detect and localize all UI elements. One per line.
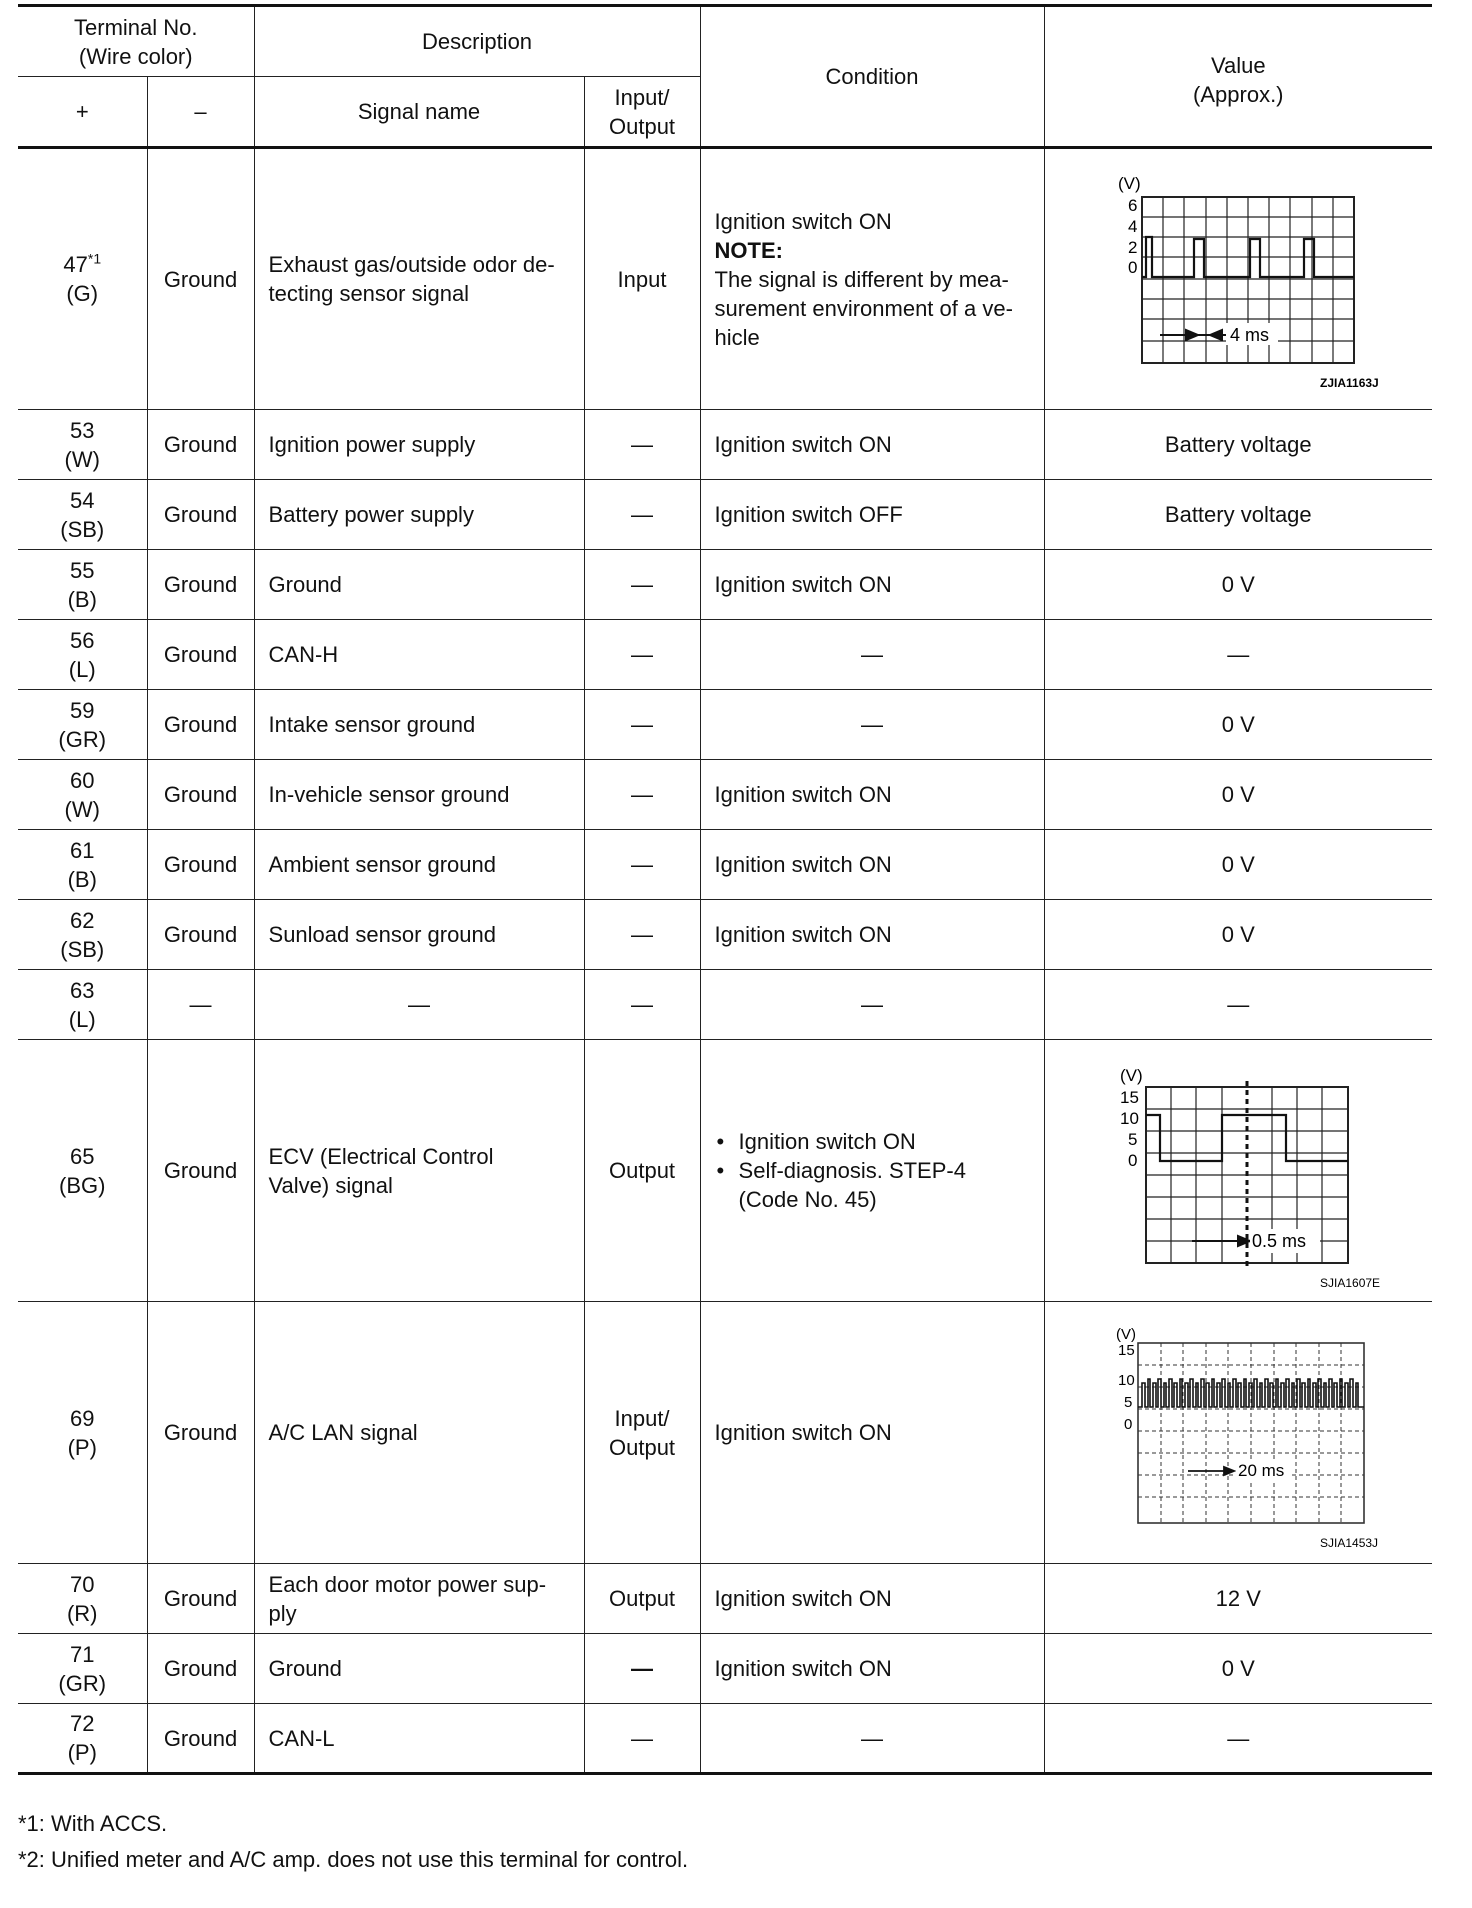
wire-color: (P): [67, 1434, 97, 1460]
wire-color: (GR): [58, 1670, 107, 1696]
signal-name: CAN-H: [254, 620, 584, 690]
wire-color: (B): [67, 586, 97, 612]
condition: Ignition switch ON: [700, 760, 1044, 830]
value: 0 V: [1044, 900, 1432, 970]
value-waveform-cell: [1044, 1302, 1432, 1564]
terminal-cell: [18, 1634, 147, 1704]
signal-name-line: Valve) signal: [268, 1172, 393, 1198]
minus-terminal: Ground: [147, 1704, 254, 1774]
wire-color: (W): [64, 446, 100, 472]
terminal-cell: [18, 760, 147, 830]
header-condition: Condition: [700, 6, 1044, 148]
condition-line: surement environment of a ve-: [714, 295, 1013, 321]
header-description: Description: [254, 6, 700, 77]
waveform-tick: 0: [1128, 258, 1138, 277]
condition-list: [715, 1127, 1030, 1185]
wire-color: (L): [68, 1006, 96, 1032]
minus-terminal: Ground: [147, 900, 254, 970]
minus-terminal: Ground: [147, 690, 254, 760]
signal-name: Sunload sensor ground: [254, 900, 584, 970]
terminal-cell: [18, 550, 147, 620]
table-row-71: [18, 1634, 1432, 1704]
footnote-2: *2: Unified meter and A/C amp. does not use this terminal for control.: [18, 1847, 689, 1872]
table-row-59: [18, 690, 1432, 760]
signal-name: —: [254, 970, 584, 1040]
terminal-number: 47: [63, 252, 88, 277]
table-row-70: [18, 1564, 1432, 1634]
header-terminal-no-label: Terminal No.: [74, 14, 198, 40]
waveform-tick: 15: [1118, 1341, 1135, 1359]
table-row-63: [18, 970, 1432, 1040]
terminal-table: [18, 4, 1432, 1775]
condition-line: Ignition switch ON: [714, 208, 892, 234]
terminal-number: 56: [70, 627, 95, 653]
minus-terminal: Ground: [147, 760, 254, 830]
terminal-number: 60: [70, 767, 95, 793]
input-output: —: [584, 620, 700, 690]
value: Battery voltage: [1044, 480, 1432, 550]
wire-color: (W): [64, 796, 100, 822]
terminal-number: 55: [70, 557, 95, 583]
table-row-62: [18, 900, 1432, 970]
signal-name-line: tecting sensor signal: [268, 281, 470, 306]
table-row-53: [18, 410, 1432, 480]
waveform-time-label: 4 ms: [1230, 325, 1270, 345]
minus-terminal: —: [147, 970, 254, 1040]
terminal-cell: [18, 690, 147, 760]
waveform-unit: (V): [1116, 1325, 1137, 1343]
signal-name-line: ECV (Electrical Control: [268, 1143, 494, 1169]
condition: —: [700, 1704, 1044, 1774]
signal-name: Ambient sensor ground: [254, 830, 584, 900]
input-output: —: [584, 410, 700, 480]
header-approx-label: (Approx.): [1193, 82, 1284, 107]
minus-terminal: Ground: [147, 1634, 254, 1704]
terminal-cell: [18, 148, 147, 410]
terminal-number: 53: [70, 417, 95, 443]
io-line: Output: [609, 1434, 676, 1460]
value: 0 V: [1044, 830, 1432, 900]
minus-terminal: Ground: [147, 620, 254, 690]
header-wire-color-label: (Wire color): [78, 43, 193, 69]
signal-name: Ignition power supply: [254, 410, 584, 480]
waveform-tick: 6: [1128, 196, 1138, 215]
signal-name-line: Each door motor power sup-: [268, 1571, 547, 1597]
waveform-tick: 0: [1128, 1150, 1138, 1170]
condition: —: [700, 620, 1044, 690]
minus-terminal: Ground: [147, 1302, 254, 1564]
terminal-number: 54: [70, 487, 95, 513]
terminal-cell: [18, 620, 147, 690]
input-output: —: [584, 1634, 700, 1704]
waveform-zjia1163j: [1058, 159, 1418, 399]
terminal-cell: [18, 1040, 147, 1302]
table-row-56: [18, 620, 1432, 690]
condition: Ignition switch ON: [700, 1302, 1044, 1564]
waveform-tick: 10: [1118, 1371, 1135, 1389]
condition: Ignition switch ON: [700, 1634, 1044, 1704]
terminal-number: 62: [70, 907, 95, 933]
wire-color: (BG): [59, 1172, 106, 1198]
minus-terminal: Ground: [147, 148, 254, 410]
terminal-number: 61: [70, 837, 95, 863]
signal-name: CAN-L: [254, 1704, 584, 1774]
condition-line: (Code No. 45): [738, 1187, 877, 1212]
table-row-47: [18, 148, 1432, 410]
input-output: Output: [584, 1564, 700, 1634]
header-input-output: [584, 77, 700, 148]
signal-name: Ground: [254, 550, 584, 620]
waveform-code: SJIA1607E: [1320, 1275, 1381, 1290]
input-output: —: [584, 690, 700, 760]
minus-terminal: Ground: [147, 410, 254, 480]
value: 0 V: [1044, 760, 1432, 830]
terminal-table-container: [18, 4, 1432, 1775]
input-output: —: [584, 970, 700, 1040]
signal-name: [254, 1040, 584, 1302]
signal-name: Ground: [254, 1634, 584, 1704]
input-output: —: [584, 550, 700, 620]
footnotes: [18, 1806, 688, 1878]
input-output: [584, 1302, 700, 1564]
table-row-54: [18, 480, 1432, 550]
signal-name-line: Exhaust gas/outside odor de-: [268, 252, 555, 277]
condition: Ignition switch ON: [700, 830, 1044, 900]
waveform-code: SJIA1453J: [1320, 1535, 1379, 1550]
condition: Ignition switch ON: [700, 1564, 1044, 1634]
waveform-tick: 4: [1128, 217, 1138, 236]
table-row-69: [18, 1302, 1432, 1564]
value: 0 V: [1044, 550, 1432, 620]
terminal-cell: [18, 1564, 147, 1634]
header-value: [1044, 6, 1432, 148]
minus-terminal: Ground: [147, 1040, 254, 1302]
terminal-number: 65: [70, 1143, 95, 1169]
wire-color: (GR): [58, 726, 107, 752]
waveform-time-label: 20 ms: [1238, 1460, 1285, 1480]
value: 0 V: [1044, 690, 1432, 760]
minus-terminal: Ground: [147, 550, 254, 620]
input-output: Output: [584, 1040, 700, 1302]
header-value-label: Value: [1210, 53, 1266, 78]
waveform-tick: 0: [1124, 1415, 1133, 1433]
value: —: [1044, 970, 1432, 1040]
value: 12 V: [1044, 1564, 1432, 1634]
terminal-cell: [18, 480, 147, 550]
terminal-number: 69: [70, 1405, 95, 1431]
header-minus: –: [147, 77, 254, 148]
minus-terminal: Ground: [147, 480, 254, 550]
input-output: —: [584, 830, 700, 900]
signal-name-line: ply: [268, 1600, 297, 1626]
signal-name: [254, 1564, 584, 1634]
signal-name: A/C LAN signal: [254, 1302, 584, 1564]
value: Battery voltage: [1044, 410, 1432, 480]
terminal-number: 70: [70, 1571, 95, 1597]
minus-terminal: Ground: [147, 1564, 254, 1634]
value: —: [1044, 620, 1432, 690]
waveform-tick: 15: [1120, 1087, 1140, 1107]
terminal-cell: [18, 970, 147, 1040]
condition-line: The signal is different by mea-: [714, 266, 1009, 292]
io-line: Input/: [614, 1405, 670, 1431]
condition: —: [700, 690, 1044, 760]
table-row-61: [18, 830, 1432, 900]
signal-name: In-vehicle sensor ground: [254, 760, 584, 830]
terminal-cell: [18, 900, 147, 970]
terminal-number: 59: [70, 697, 95, 723]
footnote-ref: *1: [87, 250, 102, 267]
terminal-cell: [18, 1704, 147, 1774]
condition: [700, 1040, 1044, 1302]
header-plus: +: [18, 77, 147, 148]
header-terminal-no: [18, 6, 254, 77]
header-signal-name: Signal name: [254, 77, 584, 148]
wire-color: (SB): [60, 936, 105, 962]
value-waveform-cell: [1044, 1040, 1432, 1302]
table-row-60: [18, 760, 1432, 830]
terminal-cell: [18, 1302, 147, 1564]
terminal-cell: [18, 830, 147, 900]
waveform-time-label: 0.5 ms: [1252, 1230, 1307, 1251]
value: 0 V: [1044, 1634, 1432, 1704]
footnote-1: *1: With ACCS.: [18, 1811, 168, 1836]
terminal-number: 72: [70, 1711, 95, 1736]
condition: Ignition switch ON: [700, 550, 1044, 620]
signal-name: Battery power supply: [254, 480, 584, 550]
table-row-55: [18, 550, 1432, 620]
waveform-unit: (V): [1120, 1065, 1143, 1085]
header-row-1: [18, 6, 1432, 77]
input-output: —: [584, 760, 700, 830]
wire-color: (L): [68, 656, 96, 682]
condition: Ignition switch ON: [700, 900, 1044, 970]
waveform-code: ZJIA1163J: [1320, 376, 1379, 390]
wire-color: (R): [66, 1600, 98, 1626]
table-row-72: [18, 1704, 1432, 1774]
header-io-line1: Input/: [614, 84, 670, 110]
minus-terminal: Ground: [147, 830, 254, 900]
condition-note-label: NOTE:: [714, 237, 783, 263]
table-row-65: [18, 1040, 1432, 1302]
wire-color: (B): [67, 866, 97, 892]
value: —: [1044, 1704, 1432, 1774]
wire-color: (G): [66, 281, 99, 306]
condition-line: hicle: [714, 324, 760, 350]
wire-color: (P): [67, 1740, 97, 1765]
waveform-tick: 5: [1124, 1393, 1133, 1411]
waveform-tick: 5: [1128, 1129, 1138, 1149]
waveform-sjia1453j: [1058, 1313, 1418, 1553]
input-output: —: [584, 900, 700, 970]
waveform-sjia1607e: [1058, 1051, 1418, 1291]
waveform-unit: (V): [1118, 174, 1141, 193]
input-output: —: [584, 1704, 700, 1774]
condition-item: • Self-diagnosis. STEP-4: [739, 1156, 1030, 1185]
header-io-line2: Output: [609, 113, 676, 139]
wire-color: (SB): [60, 516, 105, 542]
waveform-tick: 10: [1120, 1108, 1140, 1128]
terminal-cell: [18, 410, 147, 480]
condition-item: • Ignition switch ON: [739, 1127, 1030, 1156]
signal-name: Intake sensor ground: [254, 690, 584, 760]
condition: Ignition switch ON: [700, 410, 1044, 480]
input-output: Input: [584, 148, 700, 410]
signal-name: [254, 148, 584, 410]
condition: [700, 148, 1044, 410]
value-waveform-cell: [1044, 148, 1432, 410]
terminal-number: 71: [70, 1641, 95, 1667]
condition: —: [700, 970, 1044, 1040]
input-output: —: [584, 480, 700, 550]
condition: Ignition switch OFF: [700, 480, 1044, 550]
waveform-tick: 2: [1128, 238, 1138, 257]
terminal-number: 63: [70, 977, 95, 1003]
